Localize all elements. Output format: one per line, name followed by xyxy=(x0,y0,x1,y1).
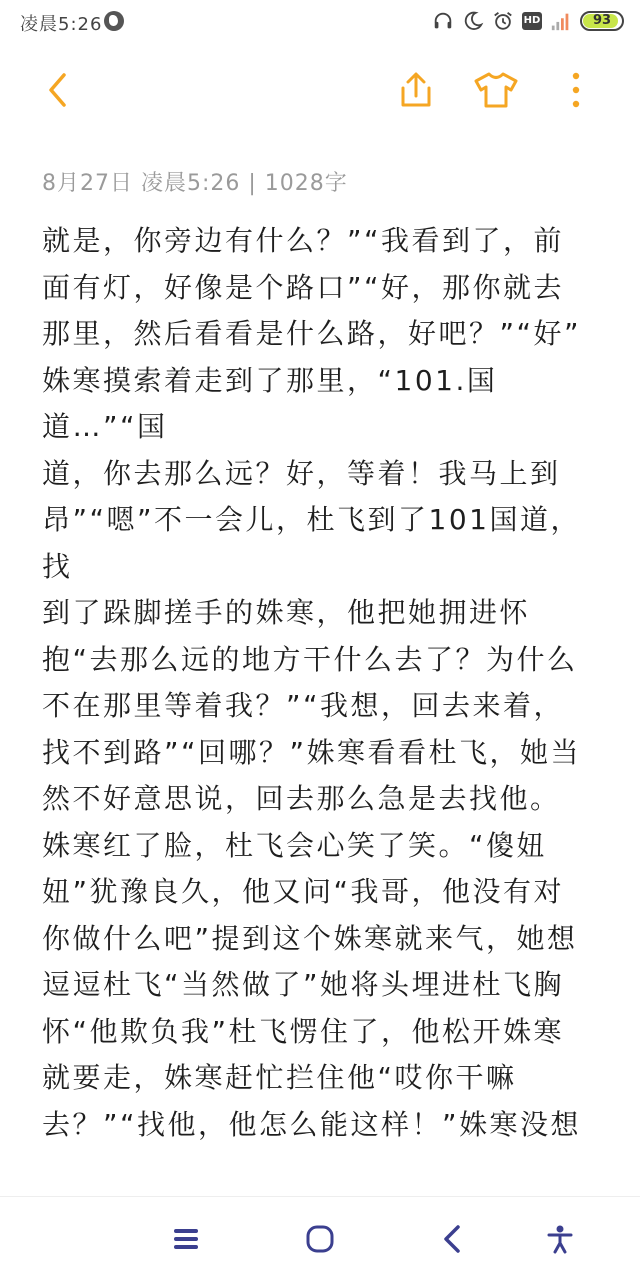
hd-badge: HD xyxy=(522,12,542,30)
note-toolbar xyxy=(0,56,640,126)
signal-icon xyxy=(550,10,572,32)
globe-icon xyxy=(104,11,124,31)
theme-button[interactable] xyxy=(472,66,520,114)
back-chevron-icon xyxy=(42,70,74,110)
status-bar xyxy=(0,0,640,44)
share-icon xyxy=(396,70,436,110)
nav-back-button[interactable] xyxy=(428,1215,476,1263)
battery-level: 93 xyxy=(592,13,612,28)
more-options-button[interactable] xyxy=(552,66,600,114)
alarm-icon xyxy=(492,10,514,32)
more-vertical-icon xyxy=(570,70,582,110)
home-button[interactable] xyxy=(296,1215,344,1263)
accessibility-icon xyxy=(546,1224,574,1254)
note-content[interactable]: 就是，你旁边有什么？”“我看到了，前 面有灯，好像是个路口”“好，那你就去 那里，然后看看是什么路，好吧？”“好” 姝寒摸索着走到了那里，“101.国道…”“国 道，你去那么远？好，等着！我马上到 昂”“嗯”不一会儿，杜飞到了101国道，找 到了跺脚搓手的姝寒，他把她拥进怀 抱“去那么远的地方干什么去了？为什么 不在那里等着我？”“我想，回去来着， 找不到路”“回哪？”姝寒看看杜飞，她当 然不好意思说，回去那么急是去找他。 姝寒红了脸，杜飞会心笑了笑。“傻妞 妞”犹豫良久，他又问“我哥，他没有对 你做什么吧”提到这个姝寒就来气，她想 逗逗杜飞“当然做了”她将头埋进杜飞胸 怀“他欺负我”杜飞愣住了，他松开姝寒 就要走，姝寒赶忙拦住他“哎你干嘛 去？”“找他，他怎么能这样！”姝寒没想 xyxy=(42,224,582,1141)
headphones-icon xyxy=(432,10,454,32)
tshirt-icon xyxy=(473,70,519,110)
system-navigation-bar xyxy=(0,1196,640,1281)
share-button[interactable] xyxy=(392,66,440,114)
status-icons xyxy=(432,8,624,34)
menu-icon xyxy=(172,1225,200,1253)
menu-button[interactable] xyxy=(162,1215,210,1263)
nav-back-icon xyxy=(439,1224,465,1254)
back-button[interactable] xyxy=(34,66,82,114)
home-icon xyxy=(305,1224,335,1254)
accessibility-button[interactable] xyxy=(536,1215,584,1263)
moon-icon xyxy=(462,10,484,32)
battery-indicator xyxy=(580,11,624,31)
note-meta: 8月27日 凌晨5:26 | 1028字 xyxy=(42,171,348,196)
status-time: 凌晨5:26 xyxy=(20,14,103,35)
